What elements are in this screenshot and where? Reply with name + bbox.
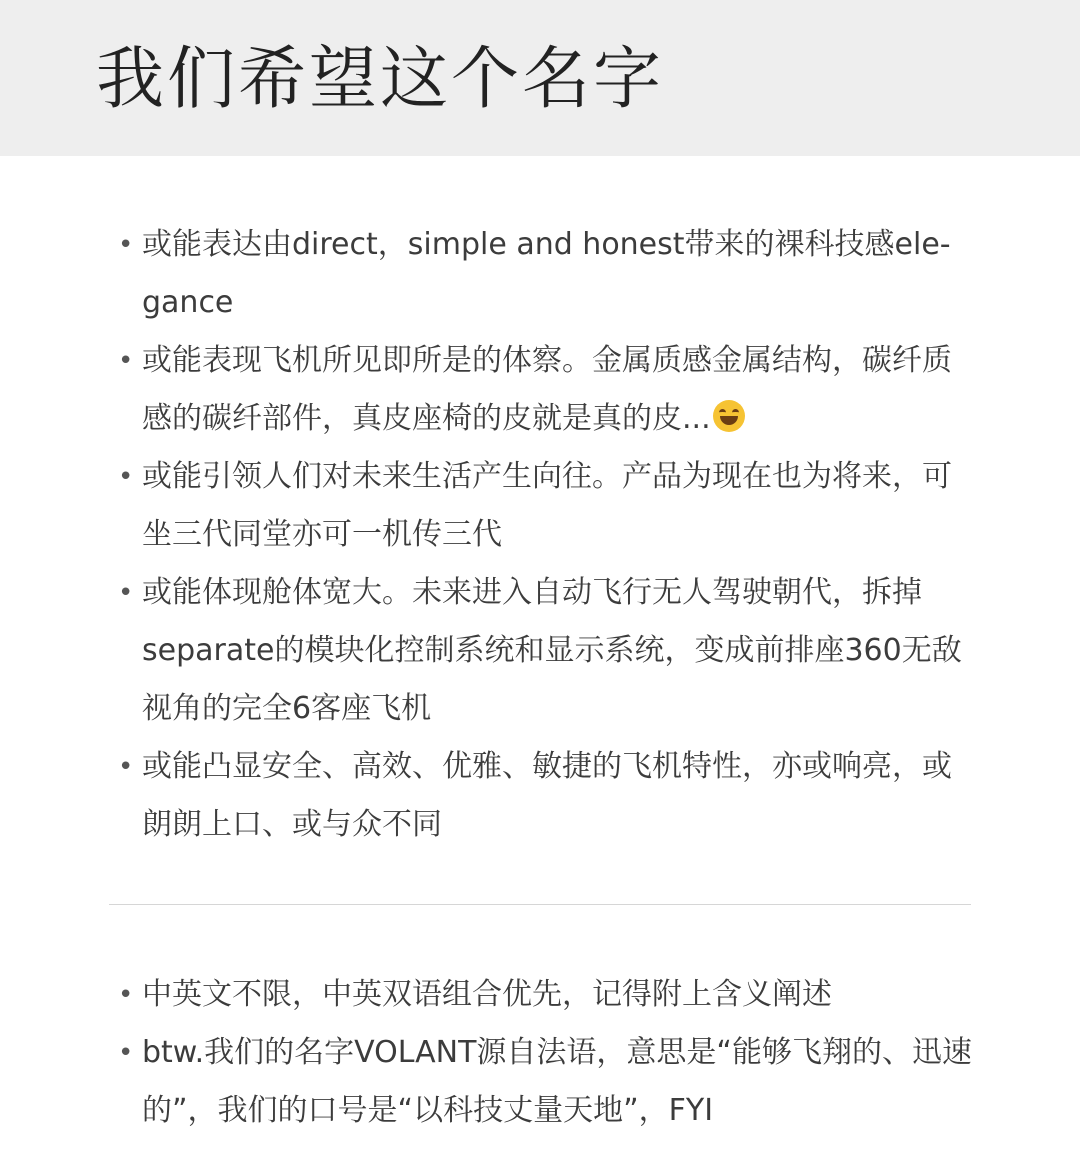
list-item: [0, 966, 1080, 1024]
list-item: [0, 332, 1080, 448]
list-item-text: 或能表达由direct，simple and honest带来的裸科技感ele-gance: [142, 227, 951, 320]
bullet-icon: •: [118, 752, 134, 782]
bullet-icon: •: [118, 346, 134, 376]
list-item-text: 或能体现舱体宽大。未来进入自动飞行无人驾驶朝代，拆掉separate的模块化控制系统和显示系统，变成前排座360无敌视角的完全6客座飞机: [142, 575, 962, 726]
bullet-icon: •: [118, 230, 134, 260]
section-divider: [109, 904, 971, 905]
list-item: [0, 1024, 1080, 1140]
list-item-text: 中英文不限，中英双语组合优先，记得附上含义阐述: [142, 977, 832, 1012]
bullet-icon: •: [118, 980, 134, 1010]
list-item-text: 或能凸显安全、高效、优雅、敏捷的飞机特性，亦或响亮，或朗朗上口、或与众不同: [142, 749, 952, 842]
page-title: 我们希望这个名字: [96, 40, 665, 119]
bullet-icon: •: [118, 462, 134, 492]
list-item-text: 或能表现飞机所见即所是的体察。金属质感金属结构，碳纤质感的碳纤部件，真皮座椅的皮就是真的皮...: [142, 343, 952, 436]
list-item-text: 或能引领人们对未来生活产生向往。产品为现在也为将来，可坐三代同堂亦可一机传三代: [142, 459, 952, 552]
list-item: [0, 564, 1080, 738]
list-item: [0, 448, 1080, 564]
list-item: [0, 216, 1080, 332]
bullet-icon: •: [118, 1038, 134, 1068]
list-item-text: btw.我们的名字VOLANT源自法语，意思是“能够飞翔的、迅速的”，我们的口号是“以科技丈量天地”，FYI: [142, 1035, 972, 1128]
bullet-icon: •: [118, 578, 134, 608]
list-item: [0, 738, 1080, 854]
wish-list: [0, 216, 1080, 854]
header-banner: [0, 0, 1080, 156]
notes-list: [0, 966, 1080, 1140]
grinning-squinting-face-icon: [713, 400, 745, 432]
